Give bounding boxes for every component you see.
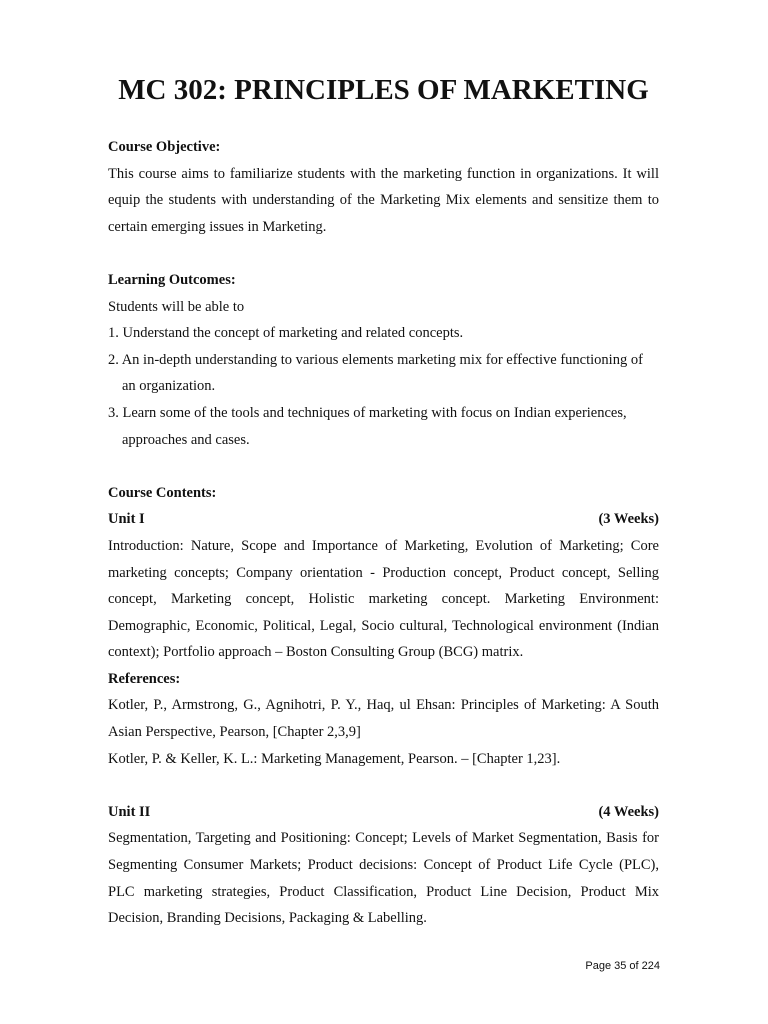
course-title: MC 302: PRINCIPLES OF MARKETING xyxy=(118,74,649,106)
document-page xyxy=(108,74,659,932)
course-contents-heading: Course Contents: xyxy=(108,484,217,501)
unit-name: Unit II xyxy=(108,803,151,820)
learning-outcomes-heading: Learning Outcomes: xyxy=(108,271,236,288)
unit-header xyxy=(108,799,659,826)
unit-name: Unit I xyxy=(108,511,145,528)
spacer xyxy=(108,772,659,799)
unit-description: Segmentation, Targeting and Positioning: Concept; Levels of Market Segmentation, Basis for Segmenting Consumer Markets; Product decisions: Concept of Product Life Cycle (PLC), PLC marketing strategies, Product Classification, Product Line Decision, Product Mix Decision, Branding Decisions, Packaging & Labelling. xyxy=(108,830,659,927)
learning-outcome-item: 3. Learn some of the tools and techniques of marketing with focus on Indian experiences, approaches and cases. xyxy=(108,404,627,448)
reference-item: Kotler, P. & Keller, K. L.: Marketing Management, Pearson. – [Chapter 1,23]. xyxy=(108,750,561,767)
references-heading: References: xyxy=(108,670,181,687)
learning-outcomes-intro: Students will be able to xyxy=(108,298,245,315)
page-number: Page 35 of 224 xyxy=(585,960,660,972)
course-objective-text: This course aims to familiarize students with the marketing function in organizations. It will equip the students with understanding of the Marketing Mix elements and sensitize them to certain emerging issues in Marketing. xyxy=(108,165,659,235)
unit-duration: (4 Weeks) xyxy=(598,803,659,820)
course-objective-heading: Course Objective: xyxy=(108,139,221,155)
learning-outcome-item: 1. Understand the concept of marketing and related concepts. xyxy=(108,325,464,342)
unit-description: Introduction: Nature, Scope and Importance of Marketing, Evolution of Marketing; Core marketing concepts; Company orientation - Production concept, Product concept, Selling concept, Marketing concept, Holistic marketing concept. Marketing Environment: Demographic, Economic, Political, Legal, Socio cultural, Technological environment (Indian context); Portfolio approach – Boston Consulting Group (BCG) matrix. xyxy=(108,537,659,661)
spacer xyxy=(108,240,659,267)
unit-duration: (3 Weeks) xyxy=(598,511,659,528)
unit-header xyxy=(108,506,659,533)
learning-outcome-item: 2. An in-depth understanding to various elements marketing mix for effective functioning of an organization. xyxy=(108,351,643,395)
spacer xyxy=(108,453,659,480)
reference-item: Kotler, P., Armstrong, G., Agnihotri, P. Y., Haq, ul Ehsan: Principles of Marketing: A South Asian Perspective, Pearson, [Chapter 2,3,9] xyxy=(108,697,659,741)
